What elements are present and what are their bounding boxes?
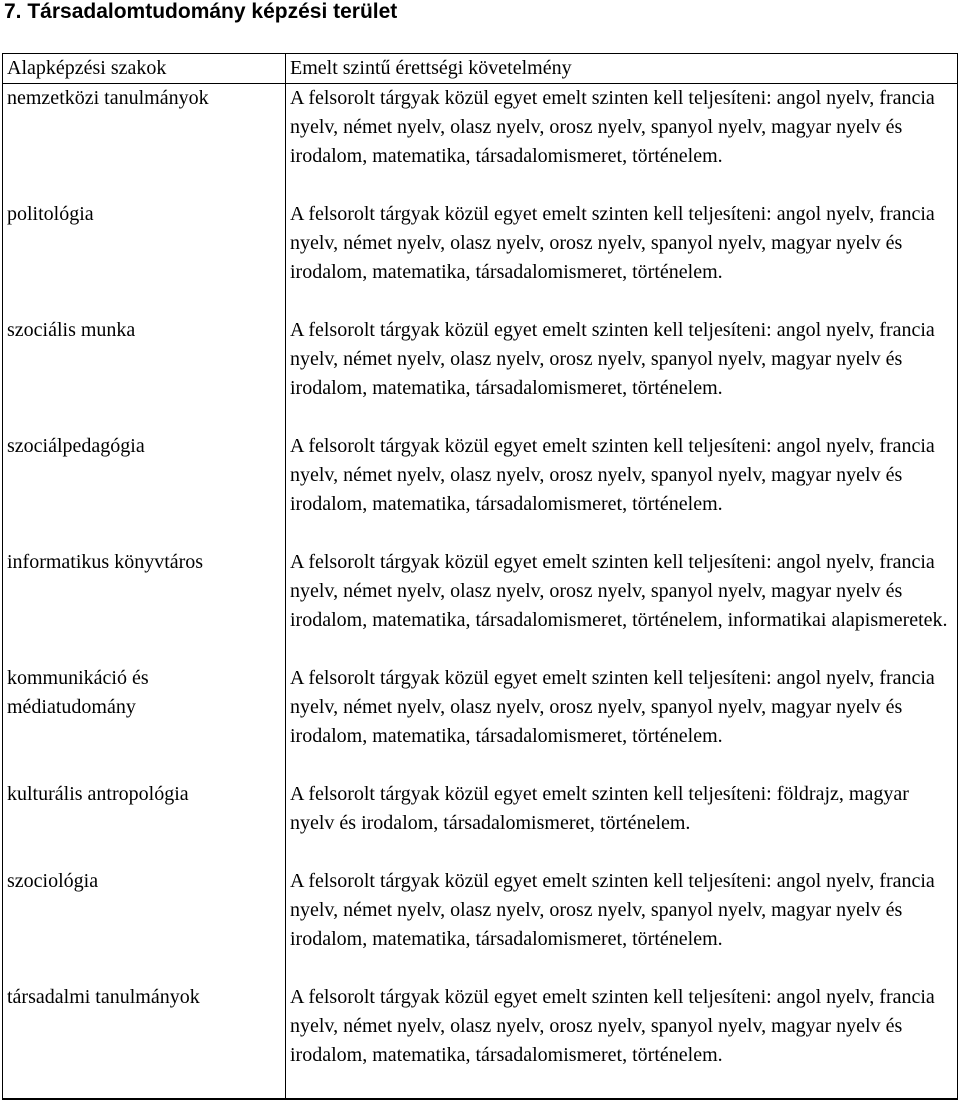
requirement-text: A felsorolt tárgyak közül egyet emelt szinten kell teljesíteni: földrajz, magyar nyelv és irodalom, társadalomismeret, történelem. [286,780,958,867]
table-header-row [3,54,958,84]
requirements-table [2,53,958,1100]
requirement-text: A felsorolt tárgyak közül egyet emelt szinten kell teljesíteni: angol nyelv, francia nyelv, német nyelv, olasz nyelv, orosz nyelv, spanyol nyelv, magyar nyelv és irodalom, matematika, társadalomismeret, történelem. [286,867,958,983]
program-name: szociális munka [3,316,286,432]
program-name: nemzetközi tanulmányok [3,84,286,200]
program-name: szociálpedagógia [3,432,286,548]
program-name: politológia [3,200,286,316]
program-name: kommunikáció és médiatudomány [3,664,286,780]
requirement-text: A felsorolt tárgyak közül egyet emelt szinten kell teljesíteni: angol nyelv, francia nyelv, német nyelv, olasz nyelv, orosz nyelv, spanyol nyelv, magyar nyelv és irodalom, matematika, társadalomismeret, történelem. [286,200,958,316]
table-row [3,780,958,867]
table-row [3,548,958,664]
table-row [3,664,958,780]
requirement-text: A felsorolt tárgyak közül egyet emelt szinten kell teljesíteni: angol nyelv, francia nyelv, német nyelv, olasz nyelv, orosz nyelv, spanyol nyelv, magyar nyelv és irodalom, matematika, társadalomismeret, történelem. [286,432,958,548]
program-name: informatikus könyvtáros [3,548,286,664]
requirement-text: A felsorolt tárgyak közül egyet emelt szinten kell teljesíteni: angol nyelv, francia nyelv, német nyelv, olasz nyelv, orosz nyelv, spanyol nyelv, magyar nyelv és irodalom, matematika, társadalomismeret, történelem, informatikai alapismeretek. [286,548,958,664]
table-row [3,983,958,1099]
program-name: kulturális antropológia [3,780,286,867]
program-name: szociológia [3,867,286,983]
table-row [3,84,958,200]
table-row [3,867,958,983]
requirement-text: A felsorolt tárgyak közül egyet emelt szinten kell teljesíteni: angol nyelv, francia nyelv, német nyelv, olasz nyelv, orosz nyelv, spanyol nyelv, magyar nyelv és irodalom, matematika, társadalomismeret, történelem. [286,316,958,432]
table-row [3,200,958,316]
column-header-requirement: Emelt szintű érettségi követelmény [286,54,958,84]
table-row [3,432,958,548]
requirement-text: A felsorolt tárgyak közül egyet emelt szinten kell teljesíteni: angol nyelv, francia nyelv, német nyelv, olasz nyelv, orosz nyelv, spanyol nyelv, magyar nyelv és irodalom, matematika, társadalomismeret, történelem. [286,983,958,1099]
program-name: társadalmi tanulmányok [3,983,286,1099]
section-heading: 7. Társadalomtudomány képzési terület [4,0,398,23]
requirement-text: A felsorolt tárgyak közül egyet emelt szinten kell teljesíteni: angol nyelv, francia nyelv, német nyelv, olasz nyelv, orosz nyelv, spanyol nyelv, magyar nyelv és irodalom, matematika, társadalomismeret, történelem. [286,664,958,780]
column-header-program: Alapképzési szakok [3,54,286,84]
table-row [3,316,958,432]
requirement-text: A felsorolt tárgyak közül egyet emelt szinten kell teljesíteni: angol nyelv, francia nyelv, német nyelv, olasz nyelv, orosz nyelv, spanyol nyelv, magyar nyelv és irodalom, matematika, társadalomismeret, történelem. [286,84,958,200]
